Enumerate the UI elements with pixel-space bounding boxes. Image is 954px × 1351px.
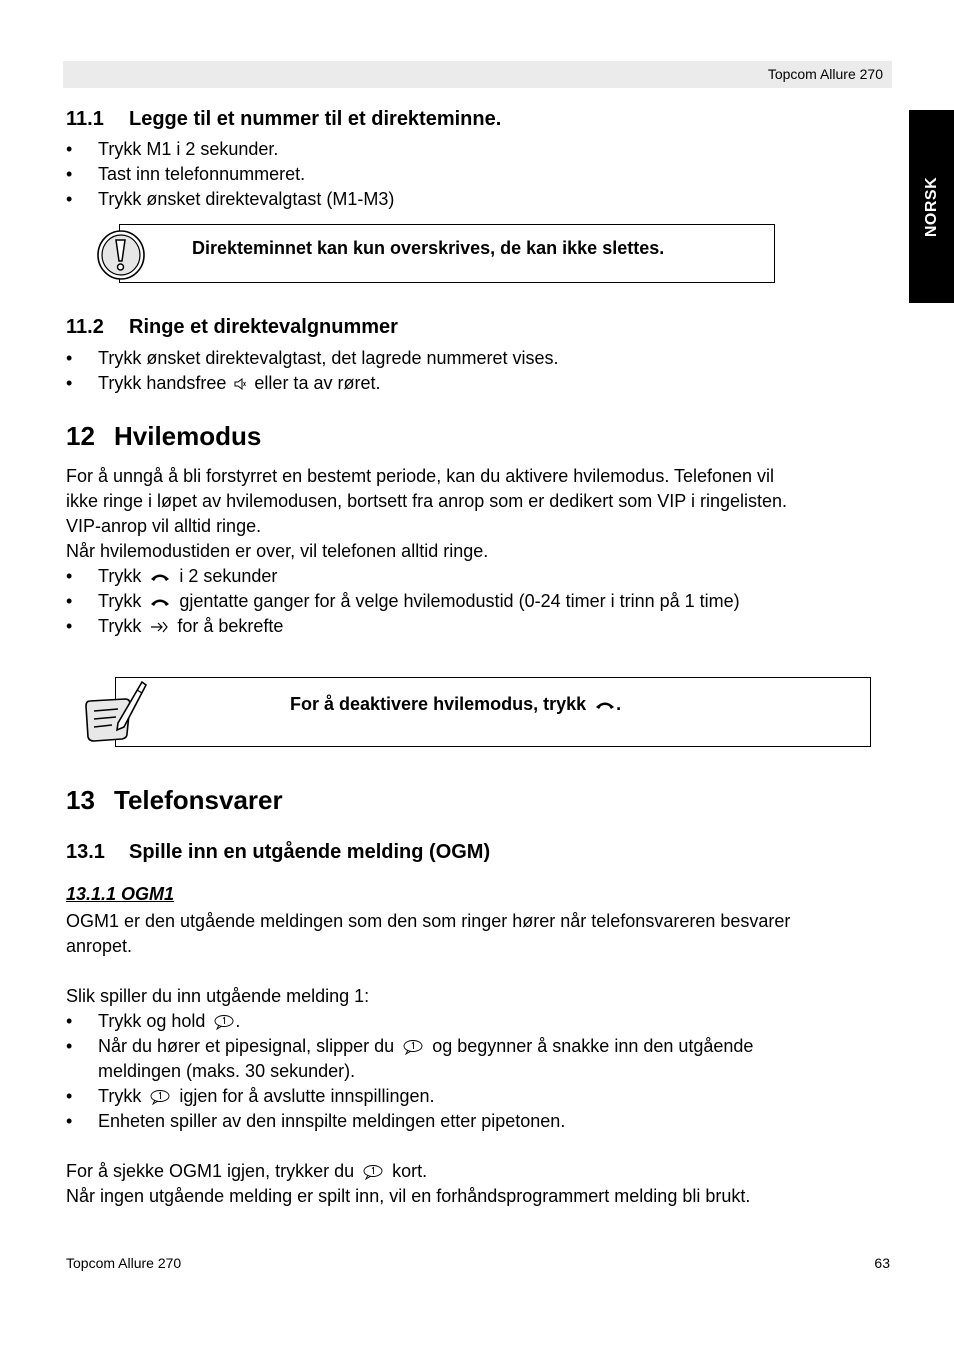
section-12-heading: 12 Hvilemodus [66, 421, 262, 451]
ogm-speech-bubble-icon [362, 1164, 384, 1180]
section-11-2-heading: 11.2 Ringe et direktevalgnummer [66, 316, 398, 338]
header-bar [63, 61, 892, 88]
paragraph-line: For å sjekke OGM1 igjen, trykker du kort. [66, 1161, 428, 1181]
handset-icon [149, 596, 171, 608]
ogm-speech-bubble-icon [213, 1014, 235, 1030]
section-13-heading: 13 Telefonsvarer [66, 785, 283, 815]
exclamation-note-icon [96, 228, 148, 282]
warning-note-text: Direkteminnet kan kun overskrives, de kan ikke slettes. [192, 238, 665, 258]
ogm-speech-bubble-icon [149, 1089, 171, 1105]
info-note-text: For å deaktivere hvilemodus, trykk . [290, 694, 622, 714]
section-13-1-heading: 13.1 Spille inn en utgående melding (OGM) [66, 841, 491, 863]
arrow-confirm-icon [149, 619, 169, 635]
paragraph-line: VIP-anrop vil alltid ringe. [66, 516, 262, 536]
page-number: 63 [874, 1255, 890, 1271]
handset-icon [594, 699, 616, 711]
list-item-continuation: meldingen (maks. 30 sekunder). [98, 1061, 356, 1081]
section-13-1-1-heading: 13.1.1 OGM1 [66, 884, 175, 904]
paragraph-line: anropet. [66, 936, 133, 956]
language-tab [909, 110, 954, 303]
handset-icon [149, 571, 171, 583]
speaker-icon [234, 377, 246, 391]
paragraph-line: Når hvilemodustiden er over, vil telefonen alltid ringe. [66, 541, 489, 561]
paragraph-line: For å unngå å bli forstyrret en bestemt periode, kan du aktivere hvilemodus. Telefonen vil [66, 466, 775, 486]
paragraph-line: Når ingen utgående melding er spilt inn, vil en forhåndsprogrammert melding bli brukt. [66, 1186, 751, 1206]
paragraph-line: Slik spiller du inn utgående melding 1: [66, 986, 370, 1006]
paragraph-line: OGM1 er den utgående meldingen som den som ringer hører når telefonsvareren besvarer [66, 911, 791, 931]
footer-title: Topcom Allure 270 [66, 1255, 182, 1271]
notepad-pen-icon [82, 679, 148, 745]
section-11-1-heading: 11.1 Legge til et nummer til et direkteminne. [66, 108, 502, 130]
paragraph-line: ikke ringe i løpet av hvilemodusen, bortsett fra anrop som er dedikert som VIP i ringelisten. [66, 491, 788, 511]
ogm-speech-bubble-icon [402, 1039, 424, 1055]
header-title: Topcom Allure 270 [767, 66, 883, 82]
language-tab-label: NORSK [922, 176, 940, 237]
